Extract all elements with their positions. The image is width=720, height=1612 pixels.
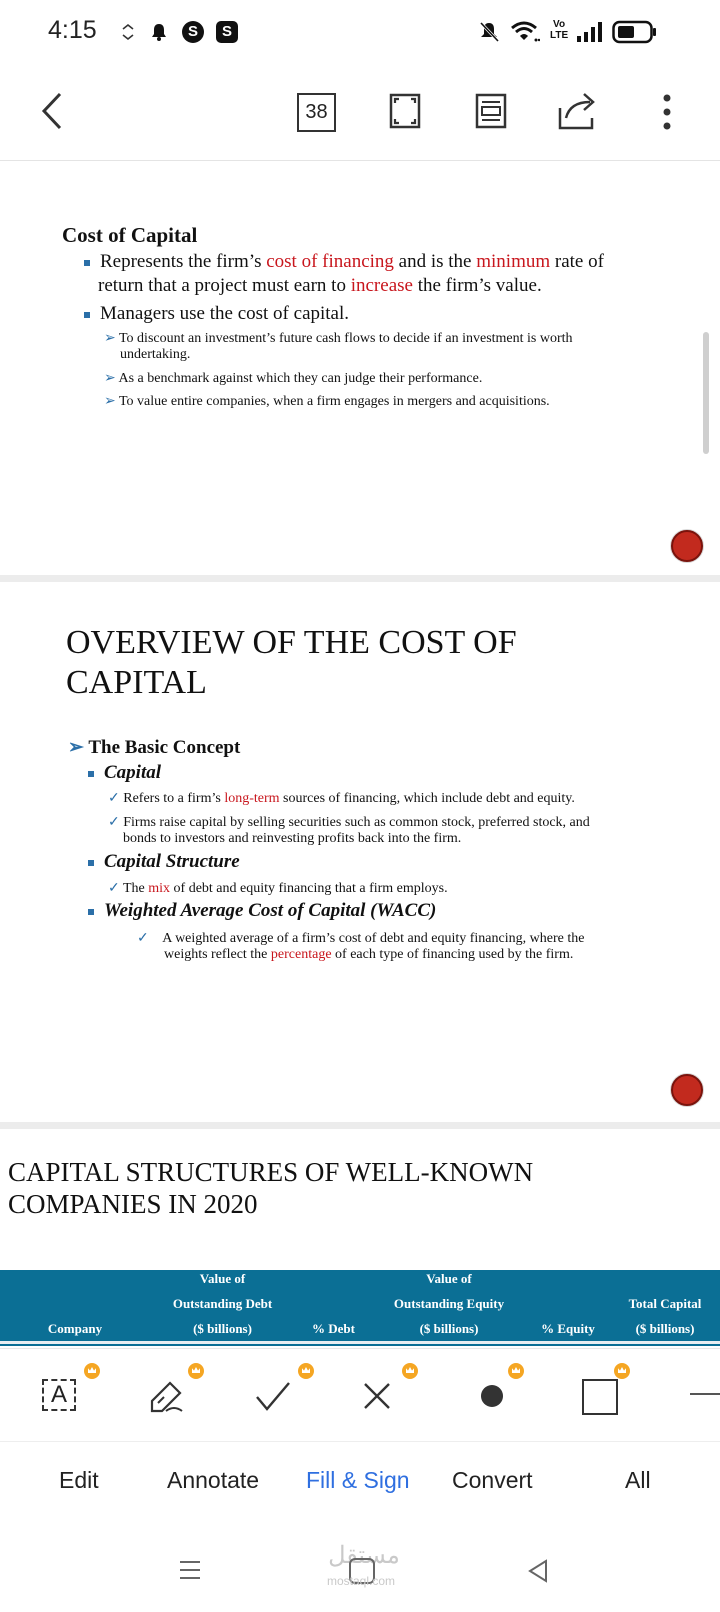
slide-1-sub-1: ➢ To discount an investment’s future cash flows to decide if an investment is worth [104, 331, 573, 346]
col-equity-line-1: Value of [426, 1271, 472, 1286]
line-tool-icon[interactable] [690, 1393, 720, 1395]
col-debt-line-2: Outstanding Debt [172, 1296, 273, 1311]
dot-tool-icon[interactable] [481, 1385, 503, 1407]
col-debt-line-1: Value of [199, 1271, 246, 1286]
tab-convert[interactable]: Convert [452, 1467, 533, 1493]
premium-crown-icon [298, 1363, 314, 1379]
page-separator [0, 1122, 720, 1129]
recent-apps-icon[interactable] [178, 1558, 202, 1582]
premium-crown-icon [508, 1363, 524, 1379]
col-debt-line-3: ($ billions) [193, 1321, 252, 1336]
scrollbar-thumb[interactable] [703, 332, 709, 454]
premium-crown-icon [84, 1363, 100, 1379]
sync-icon [120, 22, 136, 42]
col-equity-line-2: Outstanding Equity [393, 1296, 505, 1311]
cross-icon[interactable] [362, 1381, 392, 1411]
capital-heading: Capital [88, 762, 161, 784]
slide-2-title-line-2: CAPITAL [66, 664, 207, 701]
tab-annotate[interactable]: Annotate [167, 1467, 260, 1493]
basic-concept-heading: ➢ The Basic Concept [68, 737, 241, 758]
capital-point-2-cont: bonds to investors and reinvesting profits back into the firm. [123, 831, 462, 846]
signal-strength-icon [576, 22, 604, 42]
wifi-icon [510, 20, 540, 44]
fill-sign-tool-row [0, 1348, 720, 1442]
slide-3-title-line-2: COMPANIES IN 2020 [8, 1189, 258, 1219]
volte-label: Vo LTE [550, 19, 569, 41]
slide-1-bullet-1-cont: return that a project must earn to increase the firm’s value. [98, 275, 542, 296]
premium-crown-icon [402, 1363, 418, 1379]
battery-icon [612, 20, 658, 44]
col-total-line-1: Total Capital [628, 1296, 702, 1311]
status-bar [0, 0, 720, 64]
slide-1-sub-2: ➢ As a benchmark against which they can judge their performance. [104, 371, 483, 386]
slide-2 [0, 582, 720, 1122]
capital-structure-heading: Capital Structure [88, 851, 240, 873]
col-pct-debt: % Debt [312, 1321, 355, 1336]
tab-fill-sign[interactable]: Fill & Sign [306, 1467, 410, 1493]
app-s-circle-icon: S [182, 21, 204, 43]
more-options-icon[interactable] [660, 92, 674, 132]
record-dot-icon[interactable] [671, 530, 703, 562]
table-divider [0, 1341, 720, 1344]
fullscreen-icon[interactable] [388, 92, 422, 130]
watermark-latin: mostaql.com [326, 1574, 396, 1588]
col-total-line-2: ($ billions) [635, 1321, 695, 1336]
slide-1-bullet-2: Managers use the cost of capital. [84, 303, 349, 325]
col-pct-equity: % Equity [541, 1321, 595, 1336]
signature-pen-icon[interactable] [148, 1377, 186, 1415]
tab-all[interactable]: All [625, 1467, 651, 1493]
slide-1-sub-3: ➢ To value entire companies, when a firm engages in mergers and acquisitions. [104, 394, 550, 409]
reading-mode-icon[interactable] [474, 92, 508, 130]
back-triangle-icon[interactable] [526, 1558, 550, 1584]
page-count-button[interactable]: 38 [297, 93, 336, 132]
tab-edit[interactable]: Edit [59, 1467, 99, 1493]
capital-point-1: ✓ Refers to a firm’s long-term sources of financing, which include debt and equity. [108, 791, 575, 806]
status-time: 4:15 [48, 16, 97, 44]
col-equity-line-3: ($ billions) [419, 1321, 479, 1336]
watermark-arabic: مستقل [328, 1542, 400, 1569]
capital-table-header [0, 1270, 720, 1346]
wacc-heading: Weighted Average Cost of Capital (WACC) [88, 900, 436, 922]
back-arrow-icon[interactable] [36, 90, 66, 132]
top-toolbar [0, 64, 720, 161]
slide-1-title: Cost of Capital [62, 223, 198, 247]
capital-structure-point: ✓ The mix of debt and equity financing that a firm employs. [108, 881, 448, 896]
rectangle-tool-icon[interactable] [582, 1379, 618, 1415]
col-company: Company [47, 1321, 103, 1336]
slide-1-bullet-1: Represents the firm’s cost of financing and is the minimum rate of [84, 251, 604, 273]
capital-point-2: ✓ Firms raise capital by selling securities such as common stock, preferred stock, and [108, 815, 590, 830]
mute-bell-icon [478, 20, 500, 44]
wacc-point-cont: weights reflect the percentage of each type of financing used by the firm. [164, 947, 574, 962]
wacc-point: ✓ A weighted average of a firm’s cost of debt and equity financing, where the [137, 931, 585, 946]
premium-crown-icon [188, 1363, 204, 1379]
notification-bell-icon [150, 22, 168, 42]
record-dot-icon[interactable] [671, 1074, 703, 1106]
slide-2-title-line-1: OVERVIEW OF THE COST OF [66, 624, 517, 661]
slide-1-sub-1-cont: undertaking. [120, 347, 191, 362]
checkmark-icon[interactable] [254, 1379, 292, 1413]
share-icon[interactable] [556, 90, 600, 132]
slide-1 [0, 160, 720, 575]
premium-crown-icon [614, 1363, 630, 1379]
page-separator [0, 575, 720, 582]
text-box-tool[interactable]: A [42, 1379, 76, 1411]
slide-3-title-line-1: CAPITAL STRUCTURES OF WELL-KNOWN [8, 1157, 534, 1187]
app-s-square-icon: S [216, 21, 238, 43]
system-nav-bar [0, 1540, 720, 1612]
